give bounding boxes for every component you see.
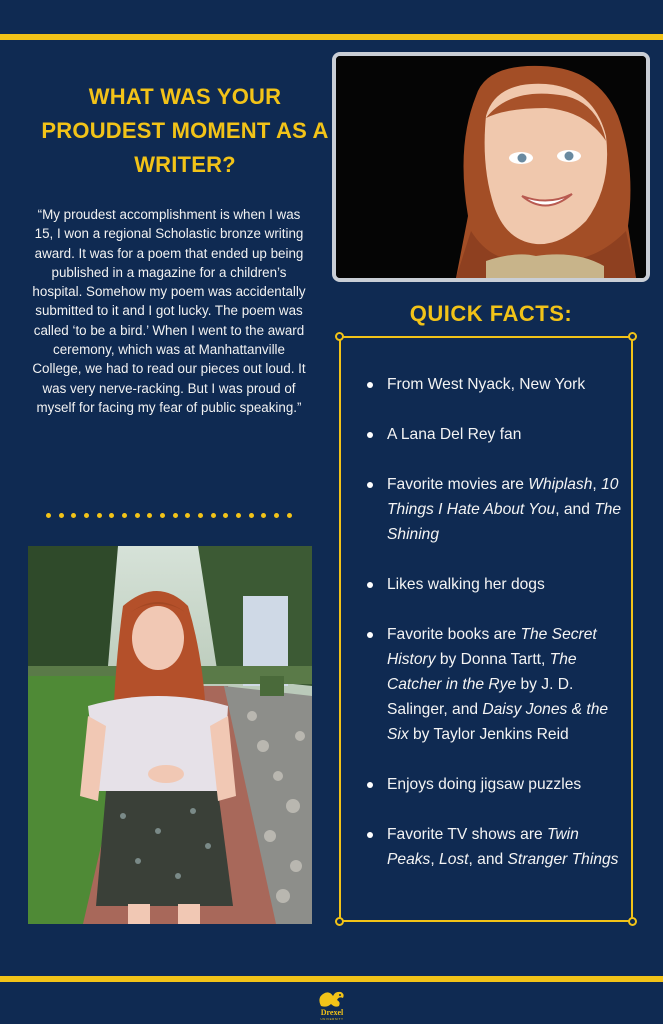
logo-subtext: UNIVERSITY [320, 1017, 344, 1021]
book-title: The Secret History [387, 626, 597, 668]
movies-intro: Favorite movies are [387, 476, 529, 493]
tv-title: Twin Peaks [387, 826, 579, 868]
top-rule [0, 34, 663, 40]
quote-text: “My proudest accomplishment is when I was 15, I won a regional Scholastic bronze writing award. It was for a poem that ended up being published in a magazine for a children’s hospital. Somehow my poem was accidentally submitted to it and I got lucky. The poem was called ‘to be a bird.’ When I went to the award ceremony, which was at Manhattanville College, we had to read our pieces out loud. It was very nerve-racking. But I was proud of myself for facing my fear of public speaking.” [32, 207, 306, 415]
fact-movies [365, 472, 627, 547]
separator: , and [468, 851, 508, 868]
fact-fan: A Lana Del Rey fan [365, 422, 627, 447]
separator: , and [555, 501, 595, 518]
standing-photo [28, 546, 312, 924]
drexel-logo [311, 988, 353, 1022]
separator: , [592, 476, 602, 493]
fact-tv [365, 822, 627, 872]
book-author: by J. D. Salinger, and [387, 676, 574, 718]
corner-dot [628, 917, 637, 926]
separator: , [430, 851, 440, 868]
logo-wordmark: Drexel [320, 1008, 344, 1017]
corner-dot [335, 332, 344, 341]
movie-title: Whiplash [528, 476, 593, 493]
corner-dot [335, 917, 344, 926]
portrait-photo [332, 52, 650, 282]
page-heading: WHAT WAS YOUR PROUDEST MOMENT AS A WRITER? [41, 84, 329, 177]
tv-title: Stranger Things [507, 851, 619, 868]
movie-title: The Shining [387, 501, 622, 543]
fact-hometown: From West Nyack, New York [365, 372, 627, 397]
bottom-rule [0, 976, 663, 982]
quick-facts-list [365, 372, 627, 897]
movie-title: 10 Things I Hate About You [387, 476, 619, 518]
fact-dogs: Likes walking her dogs [365, 572, 627, 597]
corner-dot [628, 332, 637, 341]
fact-books [365, 622, 627, 747]
book-title: The Catcher in the Rye [387, 651, 577, 693]
book-author: by Taylor Jenkins Reid [408, 726, 569, 743]
tv-title: Lost [439, 851, 469, 868]
book-author: by Donna Tartt, [435, 651, 550, 668]
book-title: Daisy Jones & the Six [387, 701, 609, 743]
quick-facts-title: QUICK FACTS: [409, 301, 573, 326]
books-intro: Favorite books are [387, 626, 521, 643]
fact-puzzles: Enjoys doing jigsaw puzzles [365, 772, 627, 797]
quick-facts-box [339, 336, 633, 922]
dragon-icon [311, 988, 353, 1010]
dotted-divider [46, 508, 292, 522]
tv-intro: Favorite TV shows are [387, 826, 548, 843]
